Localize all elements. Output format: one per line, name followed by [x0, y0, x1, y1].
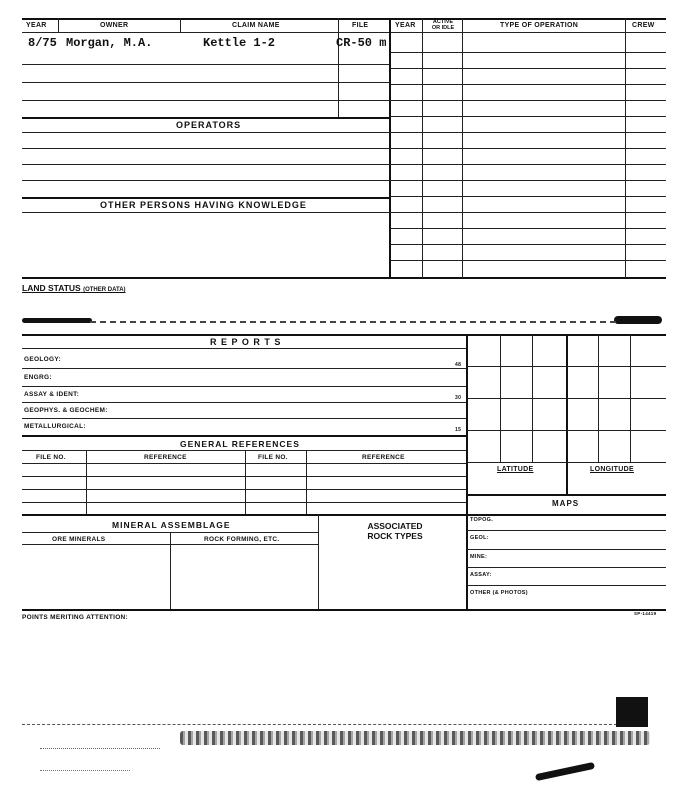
latitude-label: LATITUDE [497, 466, 534, 473]
active-idle-header: ACTIVE OR IDLE [431, 19, 455, 31]
maps-assay: ASSAY: [470, 572, 492, 578]
row-file: CR-50 m [336, 36, 387, 50]
report-geology: GEOLOGY: [24, 356, 61, 363]
op-year-header: YEAR [395, 22, 416, 29]
form-number: SP-14419 [634, 611, 657, 616]
report-metallurgical: METALLURGICAL: [24, 423, 86, 430]
row-owner: Morgan, M.A. [66, 36, 153, 50]
owner-header: OWNER [100, 22, 129, 29]
report-assay: ASSAY & IDENT: [24, 391, 80, 398]
maps-title: MAPS [552, 499, 580, 508]
associated-rock-types: ASSOCIATED ROCK TYPES [367, 521, 423, 541]
crew-header: CREW [632, 22, 655, 29]
report-geophys: GEOPHYS. & GEOCHEM: [24, 407, 108, 414]
maps-mine: MINE: [470, 554, 488, 560]
land-status-label: LAND STATUS (OTHER DATA) [22, 283, 126, 293]
claim-name-header: CLAIM NAME [232, 22, 280, 29]
operation-type-header: TYPE OF OPERATION [500, 22, 579, 29]
row-claim-name: Kettle 1-2 [203, 36, 276, 50]
report-engrg: ENGRG: [24, 374, 52, 381]
header-rule [22, 32, 666, 33]
maps-geol: GEOL: [470, 535, 489, 541]
general-references-title: GENERAL REFERENCES [180, 439, 300, 449]
ore-minerals-label: ORE MINERALS [52, 536, 106, 543]
top-rule [22, 18, 666, 20]
longitude-label: LONGITUDE [590, 466, 634, 473]
row-year: 8/75 [28, 36, 57, 50]
maps-topog: TOPOG. [470, 517, 494, 523]
points-meriting-attention: POINTS MERITING ATTENTION: [22, 614, 129, 621]
maps-other: OTHER (& PHOTOS) [470, 590, 528, 596]
other-persons-label: OTHER PERSONS HAVING KNOWLEDGE [100, 200, 307, 210]
file-header: FILE [352, 22, 369, 29]
rock-forming-label: ROCK FORMING, ETC. [204, 536, 280, 543]
smudge-right [614, 316, 662, 324]
smudge-left [22, 318, 92, 323]
mineral-title: MINERAL ASSEMBLAGE [112, 520, 231, 530]
reports-title: R E P O R T S [210, 337, 282, 347]
year-header: YEAR [26, 22, 47, 29]
operators-label: OPERATORS [176, 120, 242, 130]
